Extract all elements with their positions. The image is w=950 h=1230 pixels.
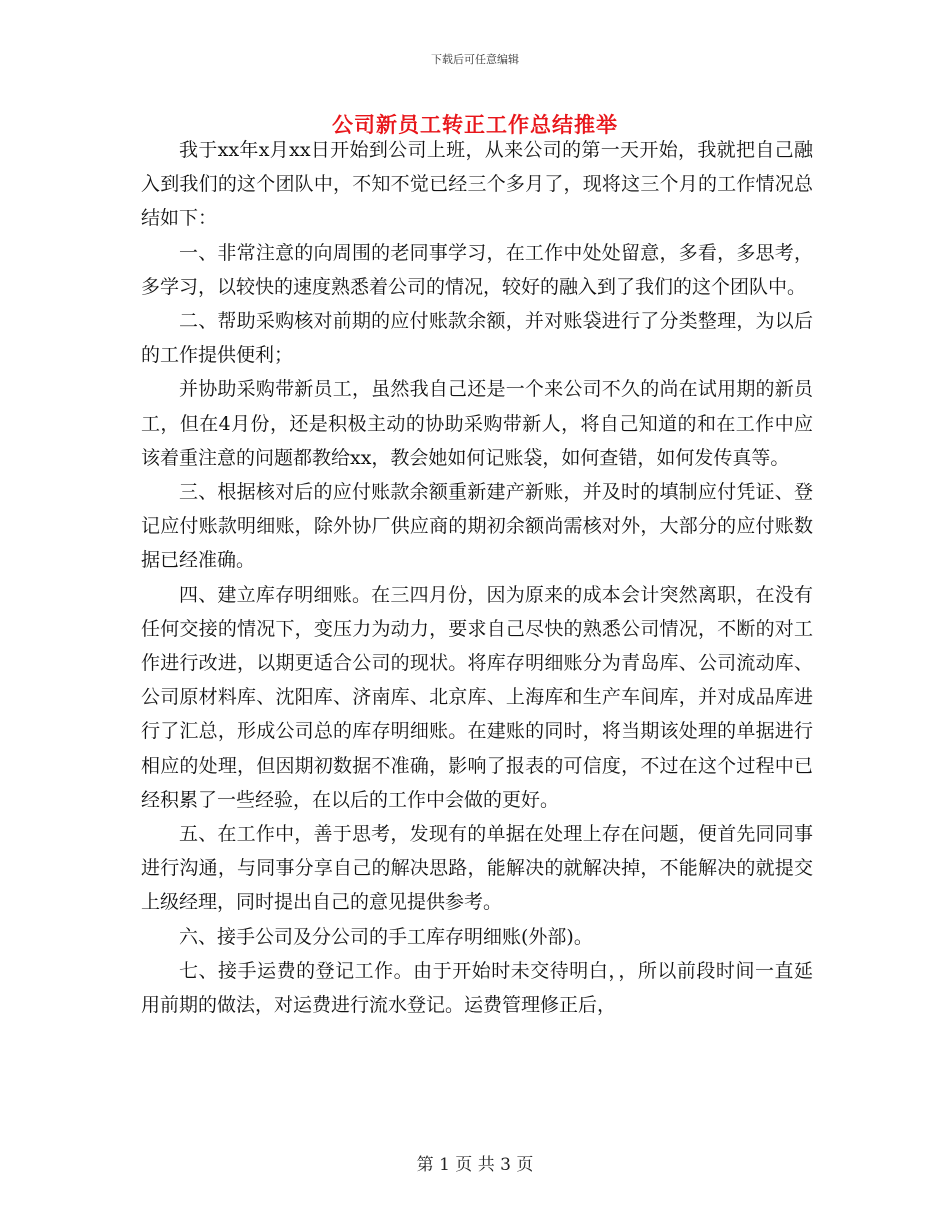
page-number-footer: 第 1 页 共 3 页 xyxy=(416,1155,534,1175)
paragraph-item-2-continued: 并协助采购带新员工，虽然我自己还是一个来公司不久的尚在试用期的新员工，但在4月份，还是积极主动的协助采购带新人，将自己知道的和在工作中应该着重注意的问题都教给xx，教会她如何记账袋，如何查错，如何发传真等。 xyxy=(141,378,813,469)
paragraph-item-2: 二、帮助采购核对前期的应付账款余额，并对账袋进行了分类整理，为以后的工作提供便利； xyxy=(141,310,813,367)
paragraph-item-5: 五、在工作中，善于思考，发现有的单据在处理上存在问题，便首先同同事进行沟通，与同事分享自己的解决思路，能解决的就解决掉，不能解决的就提交上级经理，同时提出自己的意见提供参考。 xyxy=(141,823,813,914)
document-title: 公司新员工转正工作总结推举 xyxy=(332,112,618,137)
paragraph-item-1: 一、非常注意的向周围的老同事学习，在工作中处处留意，多看，多思考，多学习，以较快的速度熟悉着公司的情况，较好的融入到了我们的这个团队中。 xyxy=(141,241,813,298)
page-header-note: 下载后可任意编辑 xyxy=(431,53,519,66)
document-body xyxy=(141,133,813,1022)
paragraph-item-6: 六、接手公司及分公司的手工库存明细账(外部)。 xyxy=(179,925,593,948)
paragraph-intro: 我于xx年x月xx日开始到公司上班，从来公司的第一天开始，我就把自己融入到我们的这个团队中，不知不觉已经三个多月了，现将这三个月的工作情况总结如下： xyxy=(141,139,813,230)
paragraph-item-3: 三、根据核对后的应付账款余额重新建产新账，并及时的填制应付凭证、登记应付账款明细账，除外协厂供应商的期初余额尚需核对外，大部分的应付账数据已经准确。 xyxy=(141,481,813,572)
paragraph-item-7: 七、接手运费的登记工作。由于开始时未交待明白，，所以前段时间一直延用前期的做法，对运费进行流水登记。运费管理修正后， xyxy=(141,959,813,1017)
paragraph-item-4: 四、建立库存明细账。在三四月份，因为原来的成本会计突然离职，在没有任何交接的情况下，变压力为动力，要求自己尽快的熟悉公司情况，不断的对工作进行改进，以期更适合公司的现状。将库存明细账分为青岛库、公司流动库、公司原材料库、沈阳库、济南库、北京库、上海库和生产车间库，并对成品库进行了汇总，形成公司总的库存明细账。在建账的同时，将当期该处理的单据进行相应的处理，但因期初数据不准确，影响了报表的可信度，不过在这个过程中已经积累了一些经验，在以后的工作中会做的更好。 xyxy=(141,583,813,811)
